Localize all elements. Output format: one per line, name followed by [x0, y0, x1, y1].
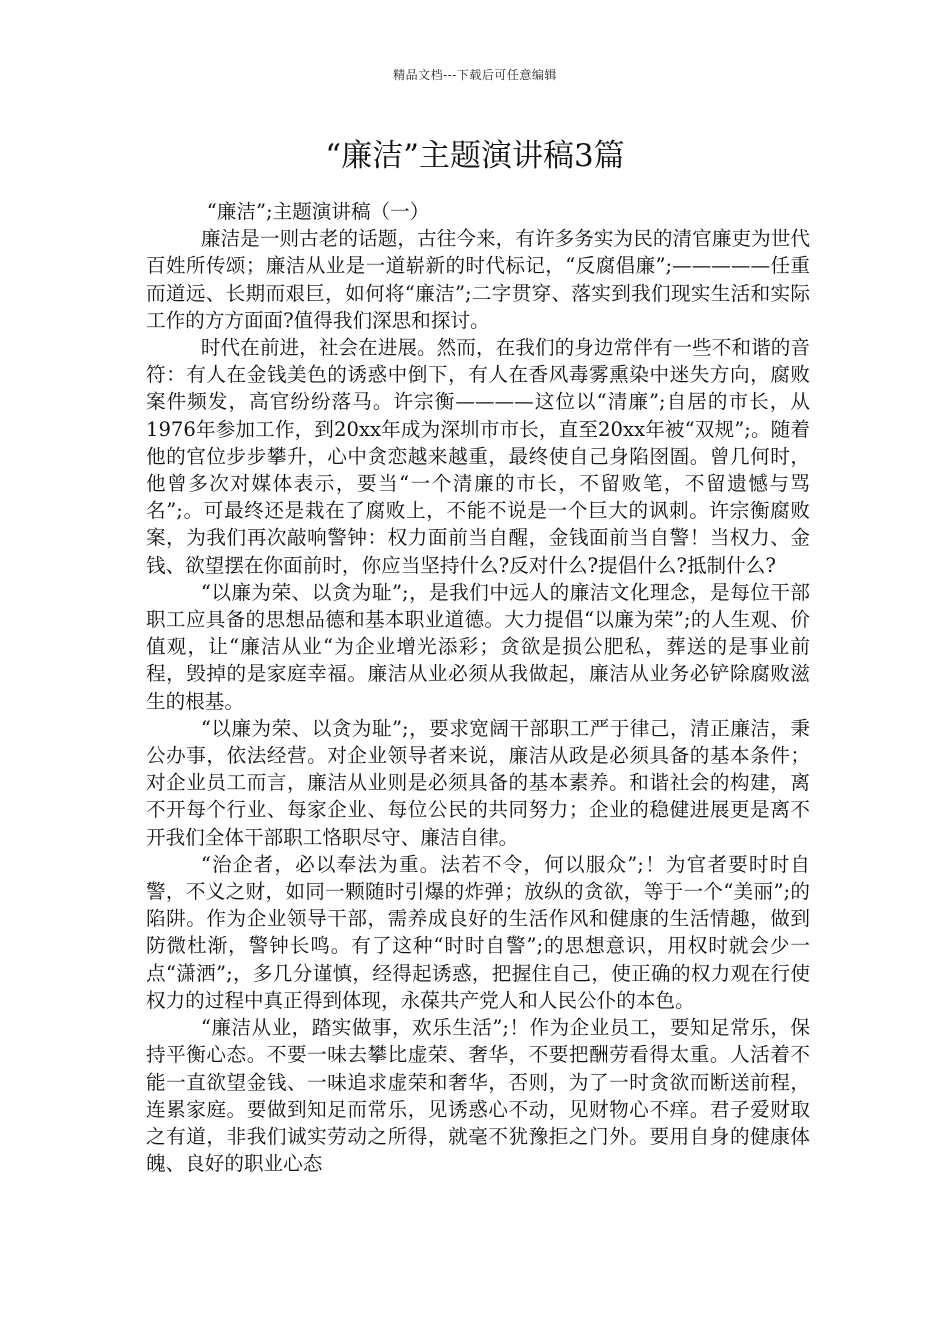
paragraph: 时代在前进，社会在进展。然而，在我们的身边常伴有一些不和谐的音符：有人在金钱美色的诱惑中倒下，有人在香风毒雾熏染中迷失方向，腐败案件频发，高官纷纷落马。许宗衡————这位以“清廉”;自居的市长，从1976年参加工作，到20xx年成为深圳市市长，直至20xx年被“双规”;。随着他的官位步步攀升，心中贪恋越来越重，最终使自己身陷囹圄。曾几何时，他曾多次对媒体表示，要当“一个清廉的市长，不留败笔，不留遗憾与骂名”;。可最终还是栽在了腐败上，不能不说是一个巨大的讽刺。许宗衡腐败案，为我们再次敲响警钟：权力面前当自醒，金钱面前当自警！当权力、金钱、欲望摆在你面前时，你应当坚持什么?反对什么?提倡什么?抵制什么?: [146, 336, 810, 577]
document-title: “廉洁”主题演讲稿3篇: [325, 138, 625, 174]
paragraph: “廉洁从业，踏实做事，欢乐生活”;！作为企业员工，要知足常乐，保持平衡心态。不要一味去攀比虚荣、奢华，不要把酬劳看得太重。人活着不能一直欲望金钱、一味追求虚荣和奢华，否则，为了一时贪欲而断送前程，连累家庭。要做到知足而常乐，见诱惑心不动，见财物心不痒。君子爱财取之有道，非我们诚实劳动之所得，就毫不犹豫拒之门外。要用自身的健康体魄、良好的职业心态: [146, 1016, 810, 1176]
paragraph: “以廉为荣、以贪为耻”;，是我们中远人的廉洁文化理念，是每位干部职工应具备的思想品德和基本职业道德。大力提倡“以廉为荣”;的人生观、价值观，让“廉洁从业“为企业增光添彩；贪欲是损公肥私，葬送的是事业前程，毁掉的是家庭幸福。廉洁从业必须从我做起，廉洁从业务必铲除腐败滋生的根基。: [146, 580, 810, 713]
paragraph: 廉洁是一则古老的话题，古往今来，有许多务实为民的清官廉吏为世代百姓所传颂；廉洁从业是一道崭新的时代标记，“反腐倡廉”;—————任重而道远、长期而艰巨，如何将“廉洁”;二字贯穿、落实到我们现实生活和实际工作的方方面面?值得我们深思和探讨。: [146, 227, 810, 332]
page-header: 精品文档---下载后可任意编辑: [393, 68, 557, 82]
document-body: [146, 198, 810, 1177]
paragraph: “治企者，必以奉法为重。法若不令，何以服众”;！为官者要时时自警，不义之财，如同一颗随时引爆的炸弹；放纵的贪欲，等于一个“美丽”;的陷阱。作为企业领导干部，需养成良好的生活作风和健康的生活情趣，做到防微杜渐，警钟长鸣。有了这种“时时自警”;的思想意识，用权时就会少一点“潇洒”;，多几分谨慎，经得起诱惑，把握住自己，使正确的权力观在行使权力的过程中真正得到体现，永葆共产党人和人民公仆的本色。: [146, 852, 810, 1012]
section-heading: “廉洁”;主题演讲稿（一）: [206, 200, 430, 223]
paragraph: “以廉为荣、以贪为耻”;，要求宽阔干部职工严于律己，清正廉洁，秉公办事，依法经营。对企业领导者来说，廉洁从政是必须具备的基本条件；对企业员工而言，廉洁从业则是必须具备的基本素养。和谐社会的构建，离不开每个行业、每家企业、每位公民的共同努力；企业的稳健进展更是离不开我们全体干部职工恪职尽守、廉洁自律。: [146, 716, 810, 849]
